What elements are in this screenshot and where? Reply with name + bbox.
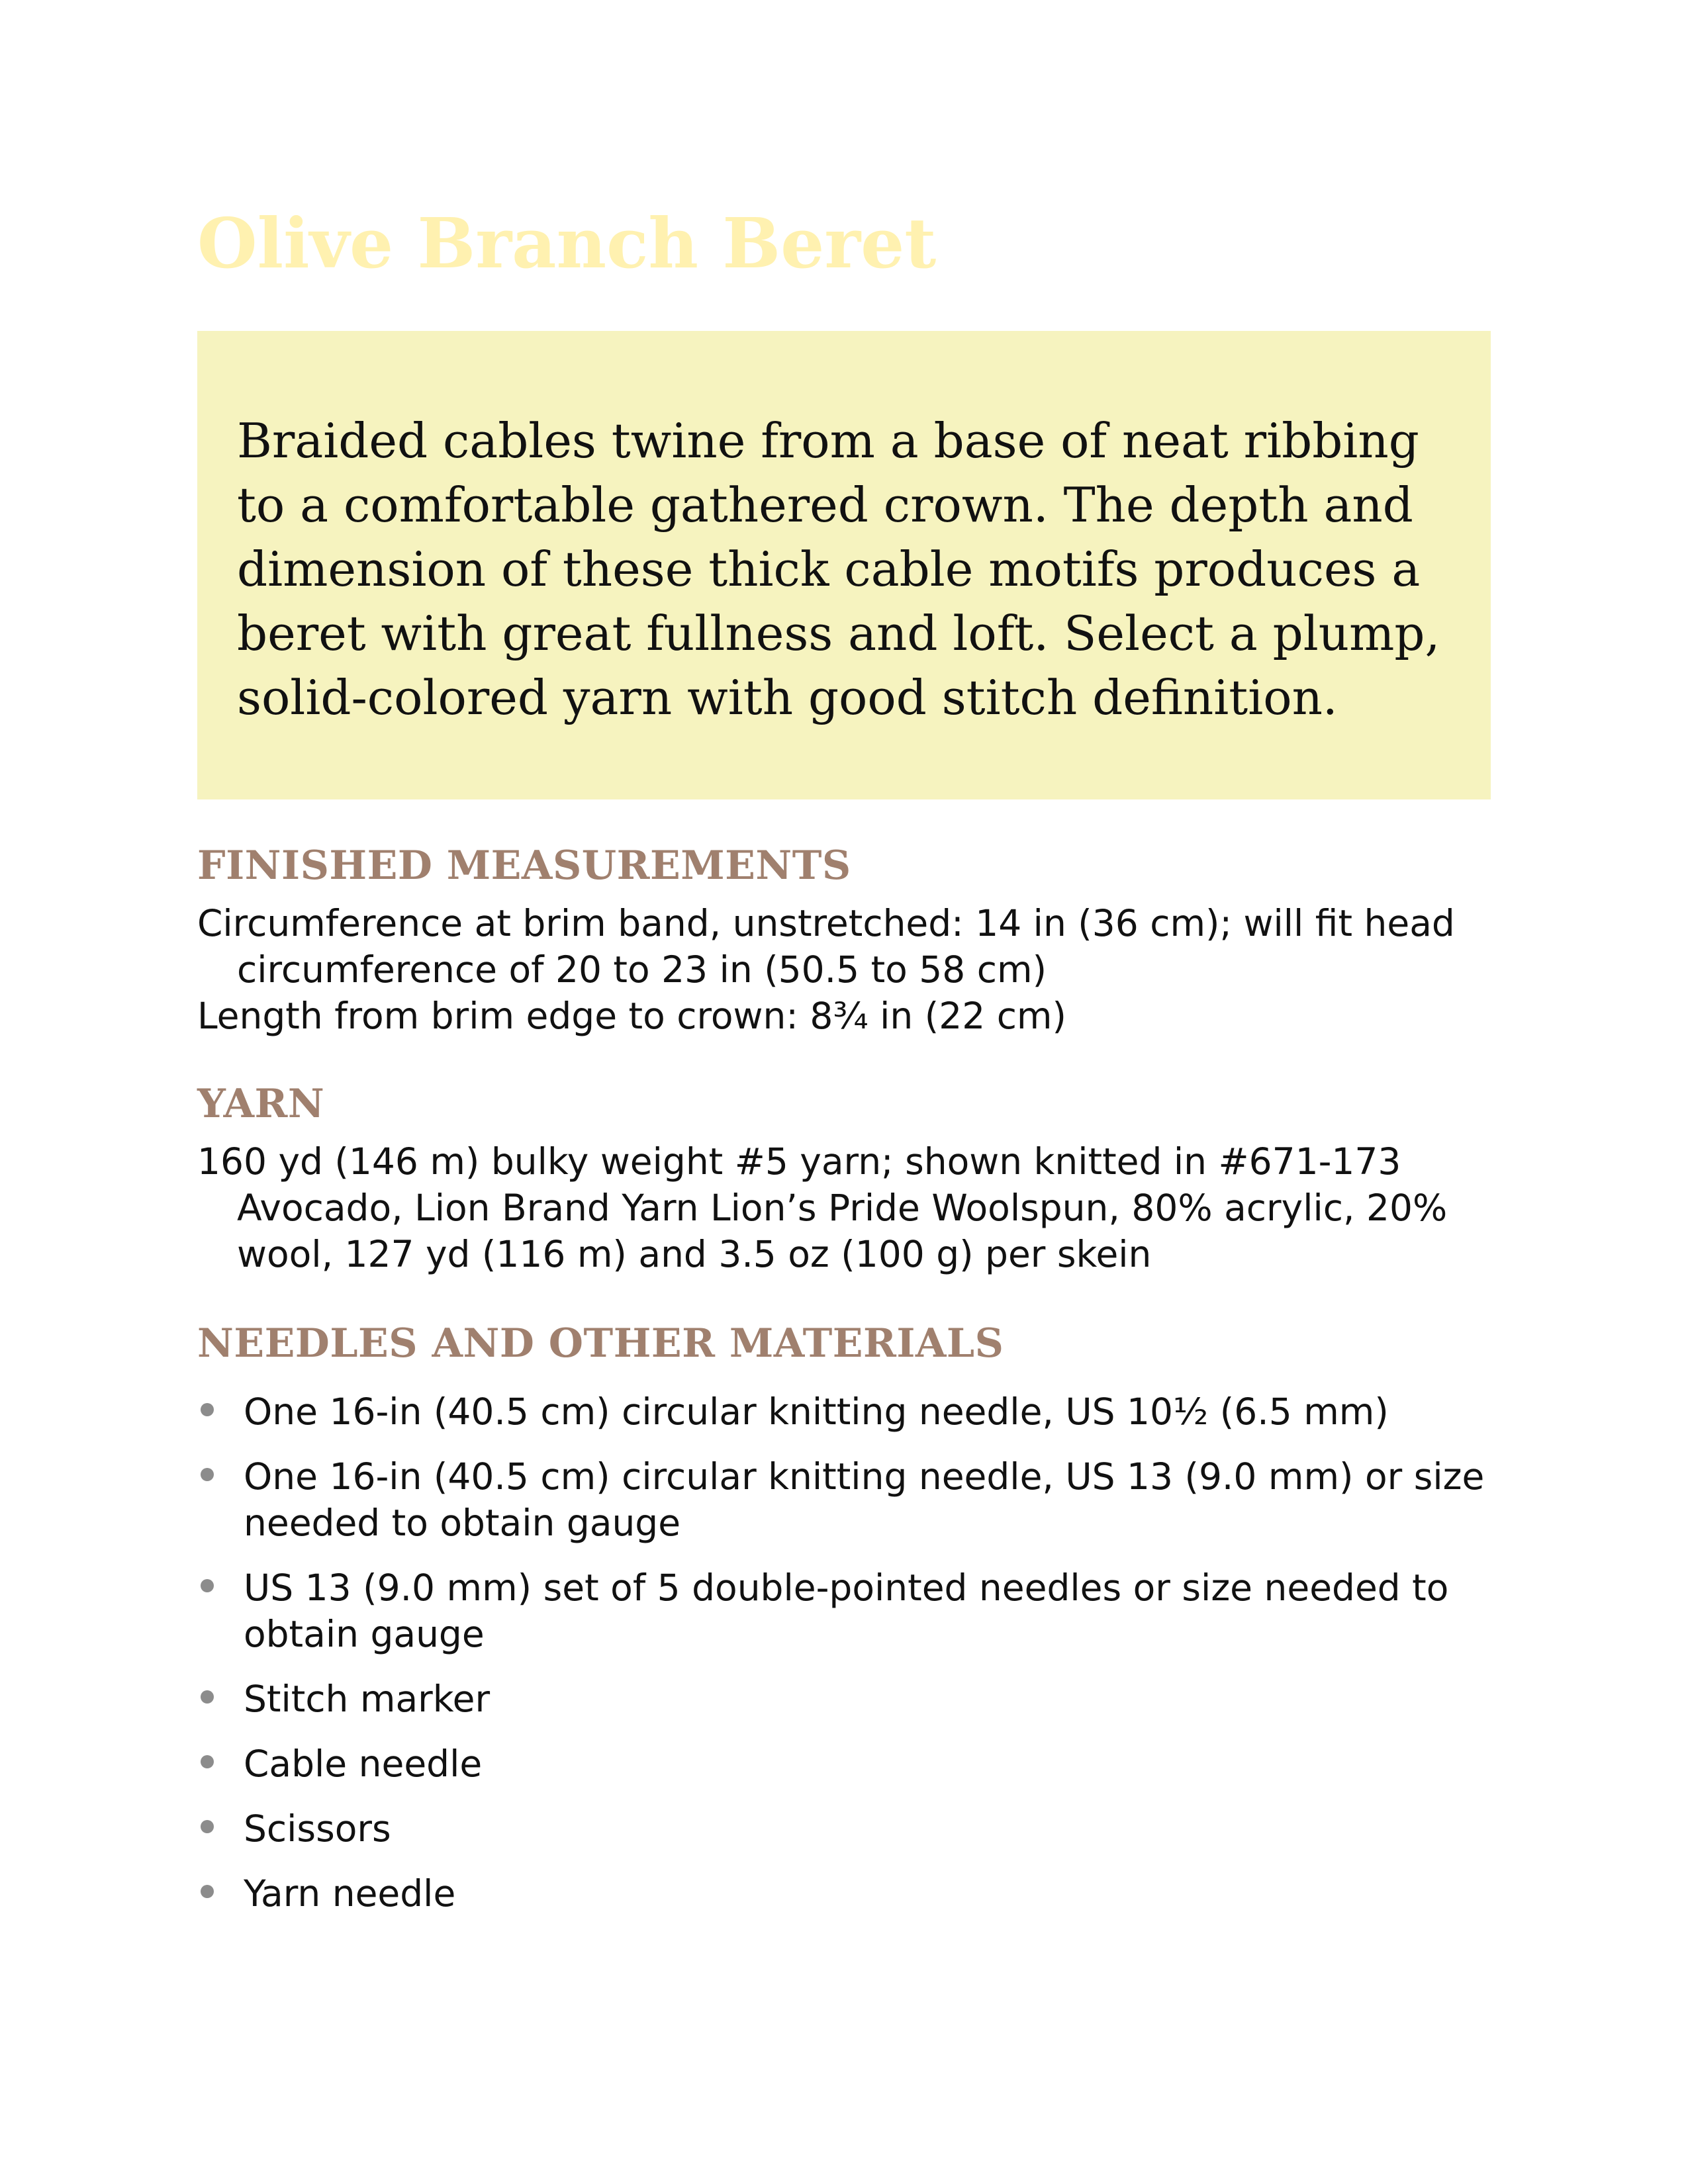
list-item-text: Scissors <box>244 1807 391 1850</box>
intro-text: Braided cables twine from a base of neat ribbing to a comfortable gathered crown. The depth and dimension of these thick cable motifs produces a beret with great fullness and loft. Select a plump, solid-colored yarn with good stitch definition. <box>237 413 1440 725</box>
list-item <box>197 1805 1491 1852</box>
yarn-text: 160 yd (146 m) bulky weight #5 yarn; shown knitted in #671-173 Avocado, Lion Brand Yarn Lion’s Pride Woolspun, 80% acrylic, 20% wool, 127 yd (116 m) and 3.5 oz (100 g) per skein <box>197 1140 1448 1275</box>
intro-box <box>197 331 1491 799</box>
bullet-icon <box>201 1690 214 1704</box>
finished-measurements-section <box>197 900 1491 1039</box>
yarn-section <box>197 1138 1491 1277</box>
list-item-text: One 16-in (40.5 cm) circular knitting needle, US 10½ (6.5 mm) <box>244 1390 1389 1433</box>
list-item-text: Cable needle <box>244 1743 483 1785</box>
bullet-icon <box>201 1403 214 1416</box>
list-item-text: US 13 (9.0 mm) set of 5 double-pointed needles or size needed to obtain gauge <box>244 1567 1449 1655</box>
list-item-text: Yarn needle <box>244 1872 456 1915</box>
circumference-text: Circumference at brim band, unstretched: 14 in (36 cm); will fit head circumference of 20 to 23 in (50.5 to 58 cm) <box>197 902 1455 991</box>
bullet-icon <box>201 1755 214 1768</box>
materials-list <box>197 1388 1491 1935</box>
bullet-icon <box>201 1820 214 1833</box>
page-title: Olive Branch Beret <box>197 203 937 284</box>
yarn-heading: YARN <box>197 1081 325 1127</box>
bullet-icon <box>201 1468 214 1481</box>
list-item <box>197 1565 1491 1657</box>
list-item <box>197 1453 1491 1546</box>
bullet-icon <box>201 1579 214 1592</box>
list-item-text: Stitch marker <box>244 1678 491 1720</box>
list-item-text: One 16-in (40.5 cm) circular knitting needle, US 13 (9.0 mm) or size needed to obtain gauge <box>244 1455 1485 1544</box>
list-item <box>197 1388 1491 1435</box>
needles-heading: NEEDLES AND OTHER MATERIALS <box>197 1320 1004 1367</box>
list-item <box>197 1870 1491 1917</box>
finished-measurements-heading: FINISHED MEASUREMENTS <box>197 842 851 889</box>
bullet-icon <box>201 1885 214 1898</box>
list-item <box>197 1676 1491 1722</box>
list-item <box>197 1741 1491 1787</box>
pattern-page <box>197 0 1491 2184</box>
length-text: Length from brim edge to crown: 8¾ in (22 cm) <box>197 995 1066 1037</box>
